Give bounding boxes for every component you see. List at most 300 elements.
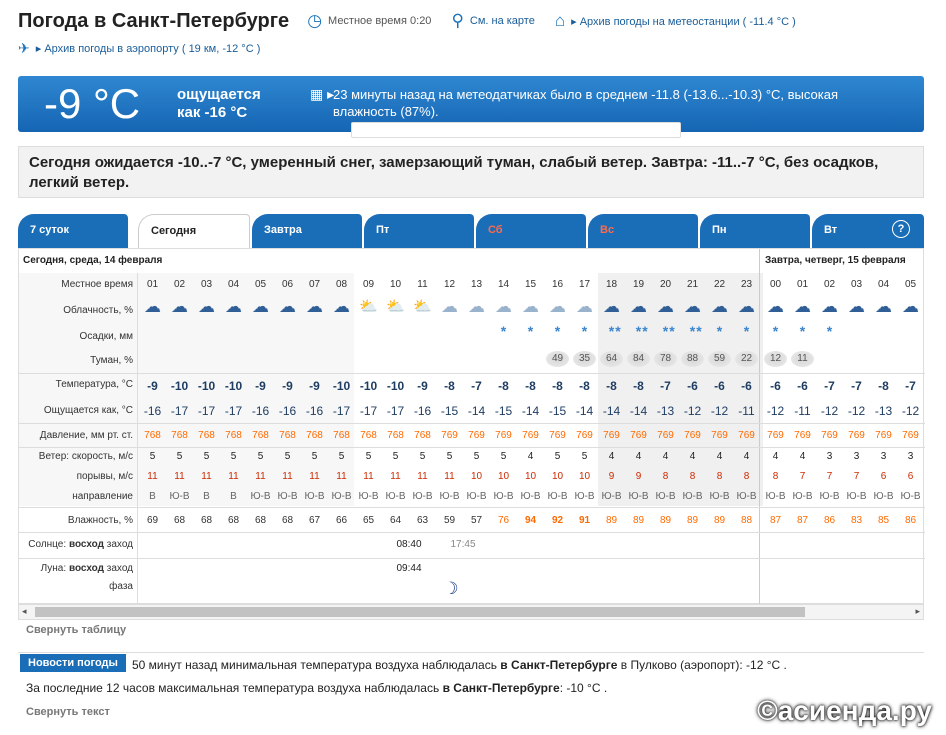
tab-sat[interactable]: Сб <box>476 214 586 248</box>
label-hour: Местное время <box>61 279 133 290</box>
gust-cell: 11 <box>255 471 266 482</box>
row-divider <box>19 532 925 533</box>
gust-cell: 7 <box>853 471 860 482</box>
current-weather-bar <box>18 76 924 132</box>
gust-cell: 8 <box>716 471 723 482</box>
pressure-cell: 768 <box>144 430 161 441</box>
pressure-cell: 769 <box>848 430 865 441</box>
humidity-cell: 83 <box>850 515 863 526</box>
label-sun: Солнце: восход заход <box>28 539 133 550</box>
hour-cell: 23 <box>740 279 753 290</box>
feels-cell: -17 <box>359 404 378 418</box>
direction-cell: Ю-В <box>765 491 786 502</box>
gust-cell: 11 <box>309 471 320 482</box>
table-scrollbar[interactable] <box>18 604 924 620</box>
sunrise-time: 08:40 <box>396 539 422 550</box>
fog-value: 35 <box>573 351 596 367</box>
feels-cell: -12 <box>710 404 729 418</box>
feels-cell: -11 <box>738 404 755 418</box>
snow-icon: * <box>772 323 779 339</box>
temp-cell: -10 <box>197 379 216 393</box>
humidity-cell: 87 <box>769 515 782 526</box>
feels-cell: -17 <box>332 404 351 418</box>
gust-cell: 11 <box>417 471 428 482</box>
feels-cell: -12 <box>901 404 920 418</box>
temp-cell: -8 <box>498 379 509 393</box>
feels-cell: -13 <box>656 404 675 418</box>
temp-cell: -6 <box>770 379 781 393</box>
cloud-icon: ☁ <box>333 297 350 316</box>
date-tomorrow: Завтра, четверг, 15 февраля <box>765 255 906 266</box>
news-line-2: За последние 12 часов максимальная температура воздуха наблюдалась в Санкт-Петербурге: -10 °C . <box>26 681 608 695</box>
feels-cell: -14 <box>575 404 594 418</box>
fog-value: 12 <box>764 351 787 367</box>
direction-cell: Ю-В <box>466 491 487 502</box>
feels-cell: -11 <box>794 404 811 418</box>
pressure-cell: 768 <box>252 430 269 441</box>
moon-phase-icon: ☽ <box>443 579 459 598</box>
snow-icon: * <box>554 323 561 339</box>
gust-cell: 10 <box>470 471 483 482</box>
direction-cell: В <box>230 491 237 502</box>
feels-cell: -14 <box>629 404 648 418</box>
direction-cell: Ю-В <box>439 491 460 502</box>
temp-cell: -7 <box>851 379 862 393</box>
watermark-logo: ©асиенда.ру <box>757 695 932 726</box>
cloud-icon: ⛅ <box>413 298 432 315</box>
label-moon: Луна: восход заход <box>40 563 133 574</box>
snow-icon: * <box>581 323 588 339</box>
tab-tomorrow[interactable]: Завтра <box>252 214 362 248</box>
fog-value: 64 <box>600 351 623 367</box>
temp-cell: -9 <box>417 379 428 393</box>
cloud-icon: ☁ <box>144 297 161 316</box>
humidity-cell: 85 <box>877 515 890 526</box>
temp-cell: -8 <box>606 379 617 393</box>
cloud-icon: ☁ <box>603 297 620 316</box>
feels-like: ощущается как -16 °C <box>177 86 261 121</box>
wind-cell: 3 <box>826 451 833 462</box>
direction-cell: Ю-В <box>628 491 649 502</box>
cloud-icon: ⛅ <box>359 298 378 315</box>
feels-cell: -15 <box>494 404 513 418</box>
wind-cell: 5 <box>203 451 210 462</box>
wind-cell: 4 <box>743 451 750 462</box>
cloud-icon: ☁ <box>306 297 323 316</box>
feels-cell: -16 <box>278 404 297 418</box>
wind-cell: 4 <box>635 451 642 462</box>
cloud-icon: ☁ <box>902 297 919 316</box>
temp-cell: -8 <box>633 379 644 393</box>
tab-mon[interactable]: Пн <box>700 214 810 248</box>
temp-cell: -10 <box>224 379 243 393</box>
feels-cell: -17 <box>197 404 216 418</box>
feels-cell: -14 <box>467 404 486 418</box>
feels-cell: -17 <box>386 404 405 418</box>
map-link[interactable]: ⚲ См. на карте <box>451 11 535 30</box>
collapse-table-link[interactable]: Свернуть таблицу <box>26 624 127 636</box>
day-tabs <box>18 214 924 248</box>
wind-cell: 5 <box>365 451 372 462</box>
pressure-cell: 769 <box>794 430 811 441</box>
gust-cell: 6 <box>907 471 914 482</box>
tab-tue[interactable]: Вт ? <box>812 214 924 248</box>
feels-cell: -13 <box>874 404 893 418</box>
temp-cell: -8 <box>552 379 563 393</box>
cloud-icon: ☁ <box>441 297 458 316</box>
cloud-icon: ☁ <box>684 297 701 316</box>
gust-cell: 8 <box>689 471 696 482</box>
label-pressure: Давление, мм рт. ст. <box>39 430 133 441</box>
direction-cell: В <box>149 491 156 502</box>
wind-cell: 4 <box>716 451 723 462</box>
humidity-cell: 89 <box>632 515 645 526</box>
temp-cell: -7 <box>660 379 671 393</box>
direction-cell: Ю-В <box>277 491 298 502</box>
gust-cell: 11 <box>390 471 401 482</box>
humidity-cell: 89 <box>659 515 672 526</box>
moonrise-time: 09:44 <box>396 563 422 574</box>
pressure-cell: 769 <box>657 430 674 441</box>
temp-cell: -9 <box>309 379 320 393</box>
snow-icon: * <box>669 323 675 339</box>
feels-cell: -16 <box>143 404 162 418</box>
pressure-cell: 769 <box>549 430 566 441</box>
hour-cell: 16 <box>551 279 564 290</box>
hour-cell: 05 <box>904 279 917 290</box>
snow-icon: * <box>716 323 723 339</box>
pressure-cell: 768 <box>198 430 215 441</box>
hour-cell: 07 <box>308 279 321 290</box>
gust-cell: 11 <box>336 471 347 482</box>
fog-value: 78 <box>654 351 677 367</box>
gust-cell: 7 <box>799 471 806 482</box>
wind-cell: 4 <box>527 451 534 462</box>
pressure-cell: 768 <box>225 430 242 441</box>
cloud-icon: ☁ <box>657 297 674 316</box>
forecast-summary: Сегодня ожидается -10..-7 °C, умеренный снег, замерзающий туман, слабый ветер. Завтра: -11..-7 °C, без осадков, легкий ветер. <box>18 146 924 198</box>
temp-cell: -8 <box>878 379 889 393</box>
hour-cell: 01 <box>146 279 159 290</box>
pressure-cell: 768 <box>333 430 350 441</box>
gust-cell: 10 <box>578 471 591 482</box>
snow-icon: * <box>689 323 696 339</box>
gust-cell: 8 <box>662 471 669 482</box>
temp-cell: -9 <box>255 379 266 393</box>
feels-cell: -16 <box>251 404 270 418</box>
label-gusts: порывы, м/с <box>76 471 133 482</box>
humidity-cell: 86 <box>823 515 836 526</box>
feels-cell: -14 <box>602 404 621 418</box>
pressure-cell: 768 <box>171 430 188 441</box>
row-divider <box>19 447 925 448</box>
cloud-icon: ☁ <box>279 297 296 316</box>
direction-cell: Ю-В <box>736 491 757 502</box>
temp-cell: -8 <box>525 379 536 393</box>
hour-cell: 10 <box>389 279 402 290</box>
cloud-icon: ☁ <box>495 297 512 316</box>
direction-cell: Ю-В <box>493 491 514 502</box>
hour-cell: 12 <box>443 279 456 290</box>
humidity-cell: 89 <box>605 515 618 526</box>
hour-cell: 01 <box>796 279 809 290</box>
snow-icon: * <box>826 323 833 339</box>
tab-7-days[interactable]: 7 суток <box>18 214 128 248</box>
temp-cell: -7 <box>471 379 482 393</box>
direction-cell: Ю-В <box>331 491 352 502</box>
snow-icon: * <box>608 323 615 339</box>
direction-cell: Ю-В <box>412 491 433 502</box>
scroll-right-arrow[interactable]: ▸ <box>915 606 920 616</box>
wind-cell: 3 <box>853 451 860 462</box>
direction-cell: Ю-В <box>520 491 541 502</box>
news-tag: Новости погоды <box>20 654 126 672</box>
cloud-icon: ☁ <box>738 297 755 316</box>
feels-cell: -15 <box>548 404 567 418</box>
direction-cell: Ю-В <box>655 491 676 502</box>
fog-value: 49 <box>546 351 569 367</box>
temp-cell: -9 <box>147 379 158 393</box>
pressure-cell: 769 <box>468 430 485 441</box>
wind-cell: 5 <box>149 451 156 462</box>
direction-cell: Ю-В <box>547 491 568 502</box>
cloud-icon: ☁ <box>549 297 566 316</box>
airplane-icon: ✈ <box>18 40 30 56</box>
hour-cell: 00 <box>769 279 782 290</box>
humidity-cell: 86 <box>904 515 917 526</box>
wind-cell: 5 <box>446 451 453 462</box>
hour-cell: 02 <box>823 279 836 290</box>
direction-cell: Ю-В <box>873 491 894 502</box>
direction-cell: Ю-В <box>846 491 867 502</box>
feels-cell: -12 <box>683 404 702 418</box>
snow-icon: * <box>743 323 750 339</box>
scroll-left-arrow[interactable]: ◂ <box>22 606 27 616</box>
pressure-cell: 768 <box>279 430 296 441</box>
humidity-cell: 67 <box>308 515 321 526</box>
feels-cell: -12 <box>820 404 839 418</box>
snow-icon: * <box>799 323 806 339</box>
scroll-thumb[interactable] <box>35 607 805 617</box>
date-today: Сегодня, среда, 14 февраля <box>23 255 163 266</box>
humidity-cell: 63 <box>416 515 429 526</box>
direction-cell: Ю-В <box>601 491 622 502</box>
temp-cell: -10 <box>386 379 405 393</box>
gust-cell: 10 <box>524 471 537 482</box>
humidity-cell: 92 <box>551 515 564 526</box>
wind-cell: 5 <box>500 451 507 462</box>
wind-cell: 5 <box>419 451 426 462</box>
humidity-cell: 59 <box>443 515 456 526</box>
local-time: ◷ Местное время 0:20 <box>307 11 432 30</box>
cloud-icon: ☁ <box>875 297 892 316</box>
label-wind: Ветер: скорость, м/с <box>38 451 133 462</box>
gust-cell: 11 <box>363 471 374 482</box>
hour-cell: 17 <box>578 279 591 290</box>
wind-cell: 4 <box>662 451 669 462</box>
tab-fri[interactable]: Пт <box>364 214 474 248</box>
direction-cell: Ю-В <box>574 491 595 502</box>
hour-cell: 04 <box>227 279 240 290</box>
label-clouds: Облачность, % <box>63 305 133 316</box>
label-precip: Осадки, мм <box>79 331 133 342</box>
gust-cell: 7 <box>826 471 833 482</box>
pressure-cell: 768 <box>387 430 404 441</box>
temp-cell: -6 <box>714 379 725 393</box>
direction-cell: Ю-В <box>358 491 379 502</box>
cloud-icon: ☁ <box>252 297 269 316</box>
humidity-cell: 68 <box>173 515 186 526</box>
hour-cell: 21 <box>686 279 699 290</box>
building-icon: ▦ ▸ <box>310 86 335 102</box>
label-moon-phase: фаза <box>109 581 133 592</box>
wind-cell: 3 <box>880 451 887 462</box>
station-icon: ⌂ <box>554 11 566 30</box>
humidity-cell: 76 <box>497 515 510 526</box>
help-icon[interactable]: ? <box>892 220 910 238</box>
humidity-cell: 68 <box>281 515 294 526</box>
label-fog: Туман, % <box>90 355 133 366</box>
feels-cell: -12 <box>847 404 866 418</box>
feels-cell: -17 <box>170 404 189 418</box>
snow-icon: * <box>500 323 507 339</box>
cloud-icon: ☁ <box>576 297 593 316</box>
pressure-cell: 769 <box>603 430 620 441</box>
wind-cell: 4 <box>772 451 779 462</box>
direction-cell: Ю-В <box>250 491 271 502</box>
forecast-table <box>18 248 924 604</box>
cloud-icon: ☁ <box>848 297 865 316</box>
tooltip-bubble <box>351 122 681 138</box>
temp-cell: -8 <box>444 379 455 393</box>
hour-cell: 03 <box>200 279 213 290</box>
fog-value: 88 <box>681 351 704 367</box>
temp-cell: -7 <box>824 379 835 393</box>
wind-cell: 5 <box>176 451 183 462</box>
news-line-1: 50 минут назад минимальная температура воздуха наблюдалась в Санкт-Петербурге в Пулково (аэропорт): -12 °C . <box>132 658 787 672</box>
snow-icon: * <box>662 323 669 339</box>
gust-cell: 8 <box>743 471 750 482</box>
gust-cell: 6 <box>880 471 887 482</box>
humidity-cell: 57 <box>470 515 483 526</box>
pressure-cell: 769 <box>576 430 593 441</box>
pressure-cell: 769 <box>875 430 892 441</box>
wind-cell: 5 <box>257 451 264 462</box>
label-humidity: Влажность, % <box>67 515 133 526</box>
hour-cell: 08 <box>335 279 348 290</box>
archive-station-link[interactable]: ⌂ ▸ Архив погоды на метеостанции ( -11.4 °C ) <box>554 11 796 30</box>
pressure-cell: 769 <box>738 430 755 441</box>
cloud-icon: ☁ <box>821 297 838 316</box>
temp-cell: -7 <box>905 379 916 393</box>
humidity-cell: 69 <box>146 515 159 526</box>
archive-airport-link[interactable]: ✈ ▸ Архив погоды в аэропорту ( 19 км, -12 °C ) <box>18 40 261 56</box>
wind-cell: 5 <box>392 451 399 462</box>
pressure-cell: 769 <box>441 430 458 441</box>
pressure-cell: 769 <box>711 430 728 441</box>
gust-cell: 11 <box>174 471 185 482</box>
gust-cell: 11 <box>282 471 293 482</box>
wind-cell: 4 <box>689 451 696 462</box>
humidity-cell: 65 <box>362 515 375 526</box>
snow-icon: * <box>642 323 648 339</box>
temp-cell: -10 <box>170 379 189 393</box>
hour-cell: 04 <box>877 279 890 290</box>
humidity-cell: 89 <box>686 515 699 526</box>
humidity-cell: 87 <box>796 515 809 526</box>
label-feels: Ощущается как, °C <box>43 405 133 416</box>
collapse-text-link[interactable]: Свернуть текст <box>26 706 110 718</box>
direction-cell: Ю-В <box>304 491 325 502</box>
feels-cell: -16 <box>305 404 324 418</box>
direction-cell: В <box>203 491 210 502</box>
wind-cell: 5 <box>338 451 345 462</box>
snow-icon: * <box>696 323 702 339</box>
humidity-cell: 64 <box>389 515 402 526</box>
pressure-cell: 769 <box>902 430 919 441</box>
cloud-icon: ☁ <box>794 297 811 316</box>
gust-cell: 9 <box>635 471 642 482</box>
hour-cell: 05 <box>254 279 267 290</box>
feels-cell: -14 <box>521 404 540 418</box>
cloud-icon: ☁ <box>630 297 647 316</box>
feels-cell: -15 <box>440 404 459 418</box>
hour-cell: 15 <box>524 279 537 290</box>
hour-cell: 18 <box>605 279 618 290</box>
pressure-cell: 768 <box>306 430 323 441</box>
hour-cell: 02 <box>173 279 186 290</box>
label-direction: направление <box>72 491 133 502</box>
hour-cell: 13 <box>470 279 483 290</box>
temp-cell: -9 <box>282 379 293 393</box>
direction-cell: Ю-В <box>819 491 840 502</box>
gust-cell: 11 <box>201 471 212 482</box>
wind-cell: 4 <box>799 451 806 462</box>
pressure-cell: 769 <box>495 430 512 441</box>
tab-today[interactable]: Сегодня <box>138 214 250 248</box>
temp-cell: -6 <box>741 379 752 393</box>
humidity-cell: 68 <box>227 515 240 526</box>
fog-value: 59 <box>708 351 731 367</box>
cloud-icon: ☁ <box>225 297 242 316</box>
hour-cell: 14 <box>497 279 510 290</box>
wind-cell: 5 <box>473 451 480 462</box>
pressure-cell: 769 <box>684 430 701 441</box>
wind-cell: 5 <box>284 451 291 462</box>
humidity-cell: 91 <box>578 515 591 526</box>
label-divider <box>137 273 138 605</box>
snow-icon: * <box>635 323 642 339</box>
cloud-icon: ⛅ <box>386 298 405 315</box>
fog-value: 22 <box>735 351 758 367</box>
tab-sun[interactable]: Вс <box>588 214 698 248</box>
wind-cell: 5 <box>581 451 588 462</box>
feels-cell: -12 <box>766 404 785 418</box>
wind-cell: 5 <box>230 451 237 462</box>
map-pin-icon: ⚲ <box>451 11 464 30</box>
local-time-value: 0:20 <box>410 15 432 27</box>
pressure-cell: 769 <box>522 430 539 441</box>
direction-cell: Ю-В <box>682 491 703 502</box>
temp-cell: -10 <box>332 379 351 393</box>
pressure-cell: 769 <box>821 430 838 441</box>
hour-cell: 11 <box>417 279 428 290</box>
hour-cell: 06 <box>281 279 294 290</box>
hour-cell: 22 <box>713 279 726 290</box>
hour-cell: 03 <box>850 279 863 290</box>
feels-cell: -17 <box>224 404 243 418</box>
direction-cell: Ю-В <box>385 491 406 502</box>
